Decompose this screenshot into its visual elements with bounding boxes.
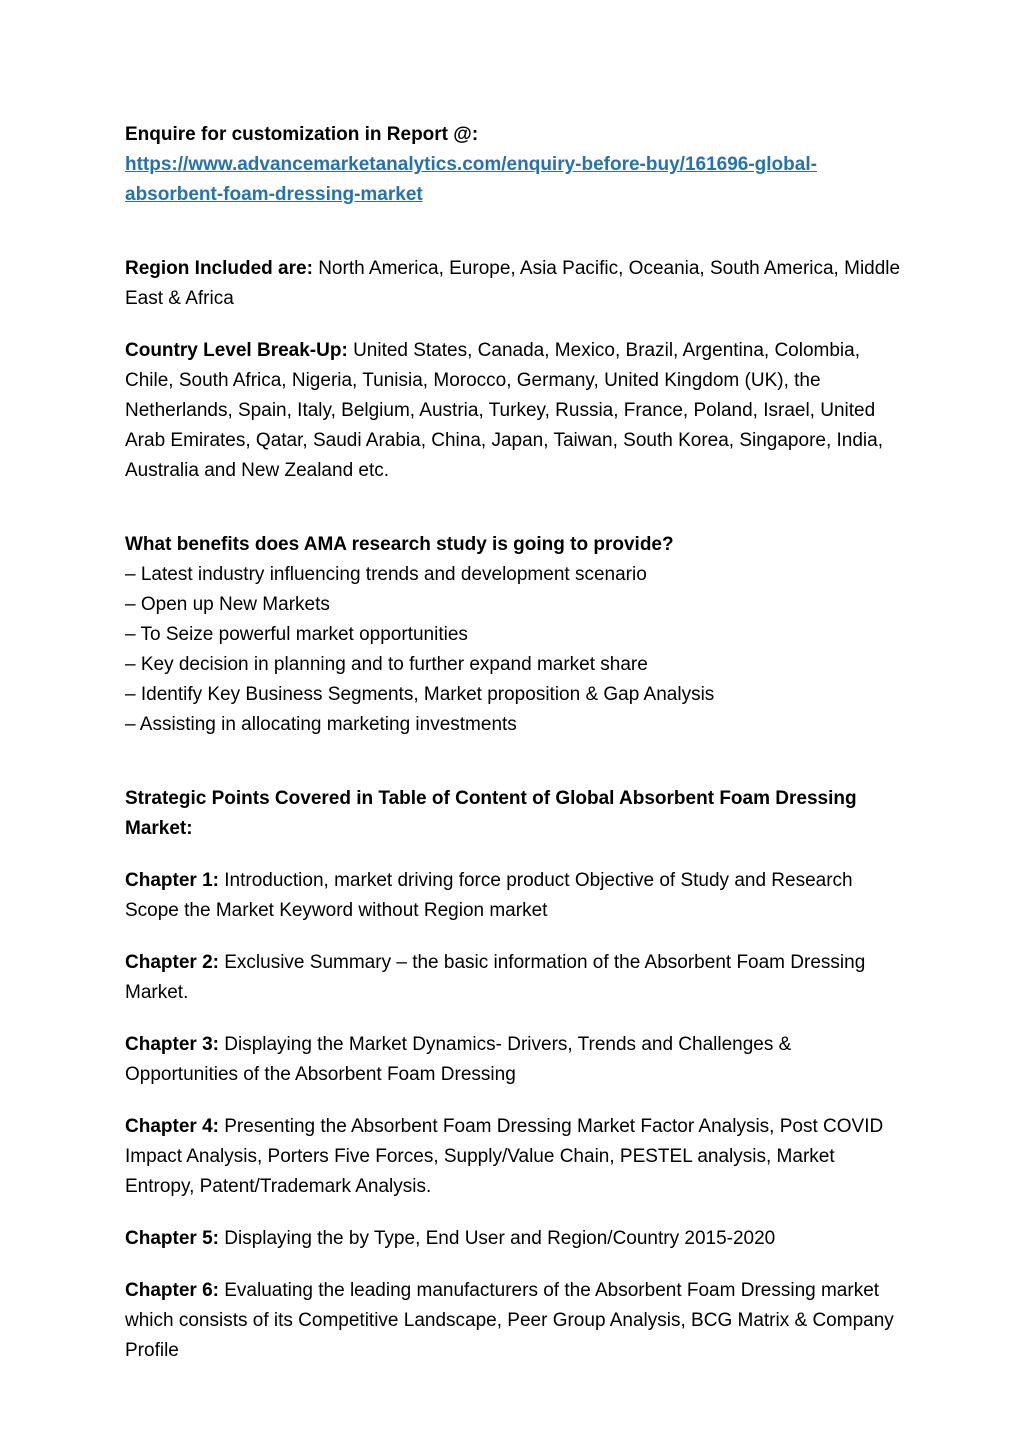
chapter-label: Chapter 5: xyxy=(125,1228,219,1249)
chapter-label: Chapter 4: xyxy=(125,1116,219,1137)
benefit-item: – Latest industry influencing trends and development scenario xyxy=(125,564,647,585)
country-label: Country Level Break-Up: xyxy=(125,340,348,361)
benefits-section xyxy=(125,530,905,740)
strategic-heading: Strategic Points Covered in Table of Content of Global Absorbent Foam Dressing Market: xyxy=(125,788,857,839)
enquiry-link[interactable] xyxy=(125,154,817,205)
benefit-item: – Identify Key Business Segments, Market proposition & Gap Analysis xyxy=(125,684,715,705)
chapter-label: Chapter 1: xyxy=(125,870,219,891)
enquiry-heading: Enquire for customization in Report @: xyxy=(125,124,479,145)
enquiry-link-line2: absorbent-foam-dressing-market xyxy=(125,184,423,205)
benefit-item: – Open up New Markets xyxy=(125,594,330,615)
chapter-3-paragraph xyxy=(125,1030,905,1090)
chapter-4-paragraph xyxy=(125,1112,905,1202)
chapter-label: Chapter 2: xyxy=(125,952,219,973)
chapter-label: Chapter 3: xyxy=(125,1034,219,1055)
country-paragraph xyxy=(125,336,905,486)
chapter-6-paragraph xyxy=(125,1276,905,1366)
enquiry-link-line1: https://www.advancemarketanalytics.com/enquiry-before-buy/161696-global- xyxy=(125,154,817,175)
chapter-label: Chapter 6: xyxy=(125,1280,219,1301)
chapter-5-paragraph xyxy=(125,1224,905,1254)
chapter-text: Displaying the by Type, End User and Region/Country 2015-2020 xyxy=(224,1228,776,1249)
benefit-item: – Key decision in planning and to further expand market share xyxy=(125,654,648,675)
region-text: North America, Europe, Asia Pacific, Oceania, South America, Middle East & Africa xyxy=(125,258,901,309)
benefits-heading: What benefits does AMA research study is going to provide? xyxy=(125,534,674,555)
chapter-text: Exclusive Summary – the basic information of the Absorbent Foam Dressing Market. xyxy=(125,952,866,1003)
chapter-text: Evaluating the leading manufacturers of the Absorbent Foam Dressing market which consists of its Competitive Landscape, Peer Group Analysis, BCG Matrix & Company Profile xyxy=(125,1280,894,1361)
chapter-text: Introduction, market driving force product Objective of Study and Research Scope the Market Keyword without Region market xyxy=(125,870,853,921)
chapter-1-paragraph xyxy=(125,866,905,926)
benefit-item: – Assisting in allocating marketing investments xyxy=(125,714,517,735)
chapter-text: Displaying the Market Dynamics- Drivers, Trends and Challenges & Opportunities of the Absorbent Foam Dressing xyxy=(125,1034,792,1085)
chapter-2-paragraph xyxy=(125,948,905,1008)
country-text: United States, Canada, Mexico, Brazil, Argentina, Colombia, Chile, South Africa, Nigeria, Tunisia, Morocco, Germany, United Kingdom (UK), the Netherlands, Spain, Italy, Belgium, Austria, Turkey, Russia, France, Poland, Israel, United Arab Emirates, Qatar, Saudi Arabia, China, Japan, Taiwan, South Korea, Singapore, India, Australia and New Zealand etc. xyxy=(125,340,883,481)
region-label: Region Included are: xyxy=(125,258,313,279)
benefit-item: – To Seize powerful market opportunities xyxy=(125,624,468,645)
enquiry-section xyxy=(125,120,905,210)
region-paragraph xyxy=(125,254,905,314)
chapter-text: Presenting the Absorbent Foam Dressing Market Factor Analysis, Post COVID Impact Analysis, Porters Five Forces, Supply/Value Chain, PESTEL analysis, Market Entropy, Patent/Trademark Analysis. xyxy=(125,1116,884,1197)
